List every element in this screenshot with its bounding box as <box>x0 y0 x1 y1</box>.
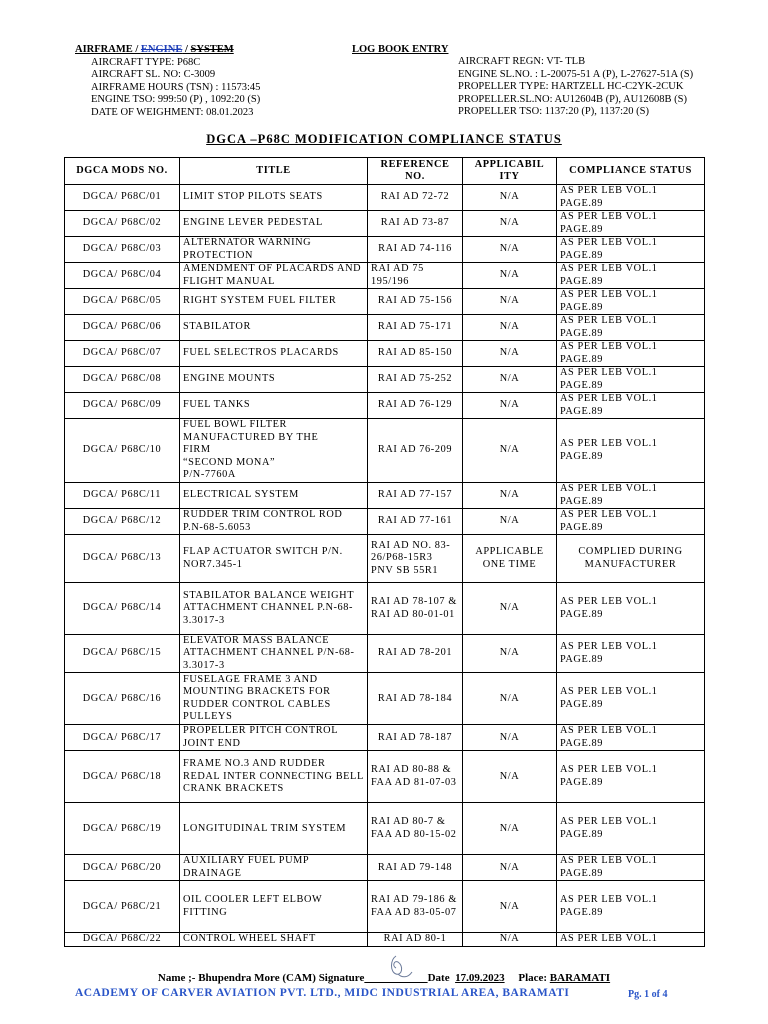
reference-no: RAI AD 75-156 <box>368 289 463 315</box>
applicability: N/A <box>463 933 557 946</box>
applicability: N/A <box>463 803 557 855</box>
applicability: N/A <box>463 211 557 237</box>
compliance-status: AS PER LEB VOL.1 PAGE.89 <box>557 393 705 419</box>
compliance-status: COMPLIED DURING MANUFACTURER <box>557 535 705 583</box>
aircraft-info-right <box>458 56 693 119</box>
compliance-status: AS PER LEB VOL.1 PAGE.89 <box>557 237 705 263</box>
modification-table <box>64 157 705 947</box>
applicability: N/A <box>463 315 557 341</box>
table-row <box>65 341 705 367</box>
mod-title: ELECTRICAL SYSTEM <box>180 483 368 509</box>
reference-no: RAI AD 75-252 <box>368 367 463 393</box>
table-row <box>65 263 705 289</box>
mods-no: DGCA/ P68C/06 <box>65 315 180 341</box>
compliance-status: AS PER LEB VOL.1 PAGE.89 <box>557 855 705 881</box>
applicability: N/A <box>463 367 557 393</box>
applicability: N/A <box>463 725 557 751</box>
company-footer: ACADEMY OF CARVER AVIATION PVT. LTD., MIDC INDUSTRIAL AREA, BARAMATI <box>75 987 570 999</box>
section-type-title: AIRFRAME / ENGINE / SYSTEM <box>75 44 234 55</box>
log-book-entry-title: LOG BOOK ENTRY <box>352 44 449 55</box>
mod-title: PROPELLER PITCH CONTROL JOINT END <box>180 725 368 751</box>
compliance-status: AS PER LEB VOL.1 PAGE.89 <box>557 673 705 725</box>
table-row <box>65 419 705 483</box>
mods-no: DGCA/ P68C/22 <box>65 933 180 946</box>
table-row <box>65 803 705 855</box>
table-row <box>65 185 705 211</box>
reference-no: RAI AD 75 195/196 <box>368 263 463 289</box>
applicability: N/A <box>463 483 557 509</box>
mod-title: LIMIT STOP PILOTS SEATS <box>180 185 368 211</box>
mods-no: DGCA/ P68C/11 <box>65 483 180 509</box>
mods-no: DGCA/ P68C/17 <box>65 725 180 751</box>
table-row <box>65 751 705 803</box>
mods-no: DGCA/ P68C/14 <box>65 583 180 635</box>
table-header-row <box>65 158 705 185</box>
applicability: N/A <box>463 509 557 535</box>
column-header: DGCA MODS NO. <box>65 158 180 185</box>
date-label: Date <box>427 972 450 984</box>
reference-no: RAI AD 78-107 & RAI AD 80-01-01 <box>368 583 463 635</box>
applicability: APPLICABLE ONE TIME <box>463 535 557 583</box>
propeller-type: PROPELLER TYPE: HARTZELL HC-C2YK-2CUK <box>458 81 684 93</box>
signature-mark <box>382 952 416 982</box>
reference-no: RAI AD 75-171 <box>368 315 463 341</box>
compliance-status: AS PER LEB VOL.1 PAGE.89 <box>557 341 705 367</box>
mod-title: ALTERNATOR WARNING PROTECTION <box>180 237 368 263</box>
mod-title: FUEL SELECTROS PLACARDS <box>180 341 368 367</box>
mod-title: FLAP ACTUATOR SWITCH P/N. NOR7.345-1 <box>180 535 368 583</box>
mods-no: DGCA/ P68C/04 <box>65 263 180 289</box>
engine-serial: ENGINE SL.NO. : L-20075-51 A (P), L-27627-51A (S) <box>458 68 694 80</box>
mods-no: DGCA/ P68C/01 <box>65 185 180 211</box>
compliance-status: AS PER LEB VOL.1 PAGE.89 <box>557 211 705 237</box>
compliance-status: AS PER LEB VOL.1 PAGE.89 <box>557 583 705 635</box>
table-row <box>65 367 705 393</box>
aircraft-info-left <box>75 44 260 120</box>
compliance-status: AS PER LEB VOL.1 PAGE.89 <box>557 419 705 483</box>
propeller-tso: PROPELLER TSO: 1137:20 (P), 1137:20 (S) <box>458 106 649 118</box>
applicability: N/A <box>463 341 557 367</box>
applicability: N/A <box>463 751 557 803</box>
reference-no: RAI AD 76-129 <box>368 393 463 419</box>
mods-no: DGCA/ P68C/15 <box>65 635 180 673</box>
table-row <box>65 635 705 673</box>
reference-no: RAI AD NO. 83-26/P68-15R3 PNV SB 55R1 <box>368 535 463 583</box>
mod-title: RIGHT SYSTEM FUEL FILTER <box>180 289 368 315</box>
column-header: APPLICABIL ITY <box>463 158 557 185</box>
mods-no: DGCA/ P68C/21 <box>65 881 180 933</box>
table-row <box>65 725 705 751</box>
compliance-status: AS PER LEB VOL.1 PAGE.89 <box>557 483 705 509</box>
mod-title: STABILATOR BALANCE WEIGHT ATTACHMENT CHANNEL P.N-68-3.3017-3 <box>180 583 368 635</box>
applicability: N/A <box>463 263 557 289</box>
mods-no: DGCA/ P68C/20 <box>65 855 180 881</box>
applicability: N/A <box>463 419 557 483</box>
table-row <box>65 315 705 341</box>
compliance-status: AS PER LEB VOL.1 PAGE.89 <box>557 881 705 933</box>
document-title: DGCA –P68C MODIFICATION COMPLIANCE STATUS <box>206 132 562 146</box>
mod-title: FRAME NO.3 AND RUDDER REDAL INTER CONNECTING BELL CRANK BRACKETS <box>180 751 368 803</box>
compliance-status: AS PER LEB VOL.1 PAGE.89 <box>557 803 705 855</box>
reference-no: RAI AD 74-116 <box>368 237 463 263</box>
applicability: N/A <box>463 393 557 419</box>
mods-no: DGCA/ P68C/07 <box>65 341 180 367</box>
table-row <box>65 393 705 419</box>
mod-title: AMENDMENT OF PLACARDS AND FLIGHT MANUAL <box>180 263 368 289</box>
date-value: 17.09.2023 <box>455 972 505 984</box>
compliance-status: AS PER LEB VOL.1 PAGE.89 <box>557 289 705 315</box>
applicability: N/A <box>463 855 557 881</box>
mod-title: CONTROL WHEEL SHAFT <box>180 933 368 946</box>
reference-no: RAI AD 80-7 & FAA AD 80-15-02 <box>368 803 463 855</box>
date-of-weighment: DATE OF WEIGHMENT: 08.01.2023 <box>91 106 254 118</box>
mod-title: ENGINE MOUNTS <box>180 367 368 393</box>
compliance-status: AS PER LEB VOL.1 <box>557 933 705 946</box>
column-header: TITLE <box>180 158 368 185</box>
propeller-serial: PROPELLER.SL.NO: AU12604B (P), AU12608B (S) <box>458 93 687 105</box>
mods-no: DGCA/ P68C/08 <box>65 367 180 393</box>
mods-no: DGCA/ P68C/18 <box>65 751 180 803</box>
applicability: N/A <box>463 185 557 211</box>
reference-no: RAI AD 78-201 <box>368 635 463 673</box>
table-row <box>65 881 705 933</box>
mods-no: DGCA/ P68C/09 <box>65 393 180 419</box>
applicability: N/A <box>463 583 557 635</box>
reference-no: RAI AD 79-186 & FAA AD 83-05-07 <box>368 881 463 933</box>
table-row <box>65 483 705 509</box>
table-row <box>65 933 705 946</box>
place-value: BARAMATI <box>549 972 611 984</box>
reference-no: RAI AD 78-187 <box>368 725 463 751</box>
reference-no: RAI AD 85-150 <box>368 341 463 367</box>
mods-no: DGCA/ P68C/12 <box>65 509 180 535</box>
reference-no: RAI AD 77-161 <box>368 509 463 535</box>
aircraft-serial: AIRCRAFT SL. NO: C-3009 <box>91 69 216 81</box>
mods-no: DGCA/ P68C/05 <box>65 289 180 315</box>
mods-no: DGCA/ P68C/19 <box>65 803 180 855</box>
mods-no: DGCA/ P68C/02 <box>65 211 180 237</box>
table-row <box>65 673 705 725</box>
engine-tso: ENGINE TSO: 999:50 (P) , 1092:20 (S) <box>91 94 261 106</box>
mod-title: RUDDER TRIM CONTROL ROD P.N-68-5.6053 <box>180 509 368 535</box>
mod-title: FUEL BOWL FILTER MANUFACTURED BY THE FIRM “SECOND MONA” P/N-7760A <box>180 419 368 483</box>
mod-title: LONGITUDINAL TRIM SYSTEM <box>180 803 368 855</box>
reference-no: RAI AD 76-209 <box>368 419 463 483</box>
compliance-status: AS PER LEB VOL.1 PAGE.89 <box>557 751 705 803</box>
column-header: REFERENCE NO. <box>368 158 463 185</box>
table-row <box>65 535 705 583</box>
compliance-status: AS PER LEB VOL.1 PAGE.89 <box>557 315 705 341</box>
applicability: N/A <box>463 673 557 725</box>
table-row <box>65 855 705 881</box>
table-row <box>65 211 705 237</box>
applicability: N/A <box>463 881 557 933</box>
table-row <box>65 583 705 635</box>
reference-no: RAI AD 78-184 <box>368 673 463 725</box>
column-header: COMPLIANCE STATUS <box>557 158 705 185</box>
mod-title: AUXILIARY FUEL PUMP DRAINAGE <box>180 855 368 881</box>
mod-title: STABILATOR <box>180 315 368 341</box>
airframe-hours: AIRFRAME HOURS (TSN) : 11573:45 <box>91 81 261 93</box>
mod-title: ENGINE LEVER PEDESTAL <box>180 211 368 237</box>
place-label: Place: <box>518 972 548 984</box>
mod-title: FUEL TANKS <box>180 393 368 419</box>
reference-no: RAI AD 80-1 <box>368 933 463 946</box>
mod-title: FUSELAGE FRAME 3 AND MOUNTING BRACKETS FOR RUDDER CONTROL CABLES PULLEYS <box>180 673 368 725</box>
table-row <box>65 289 705 315</box>
name-label: Name ;- Bhupendra More (CAM) Signature <box>157 972 365 984</box>
mod-title: ELEVATOR MASS BALANCE ATTACHMENT CHANNEL P/N-68-3.3017-3 <box>180 635 368 673</box>
mods-no: DGCA/ P68C/16 <box>65 673 180 725</box>
reference-no: RAI AD 80-88 & FAA AD 81-07-03 <box>368 751 463 803</box>
compliance-status: AS PER LEB VOL.1 PAGE.89 <box>557 263 705 289</box>
mods-no: DGCA/ P68C/10 <box>65 419 180 483</box>
applicability: N/A <box>463 237 557 263</box>
aircraft-type: AIRCRAFT TYPE: P68C <box>91 56 201 68</box>
mods-no: DGCA/ P68C/13 <box>65 535 180 583</box>
compliance-status: AS PER LEB VOL.1 PAGE.89 <box>557 185 705 211</box>
compliance-status: AS PER LEB VOL.1 PAGE.89 <box>557 509 705 535</box>
compliance-status: AS PER LEB VOL.1 PAGE.89 <box>557 367 705 393</box>
table-row <box>65 237 705 263</box>
compliance-status: AS PER LEB VOL.1 PAGE.89 <box>557 635 705 673</box>
applicability: N/A <box>463 635 557 673</box>
aircraft-regn: AIRCRAFT REGN: VT- TLB <box>458 56 586 67</box>
compliance-status: AS PER LEB VOL.1 PAGE.89 <box>557 725 705 751</box>
reference-no: RAI AD 79-148 <box>368 855 463 881</box>
reference-no: RAI AD 73-87 <box>368 211 463 237</box>
mods-no: DGCA/ P68C/03 <box>65 237 180 263</box>
applicability: N/A <box>463 289 557 315</box>
reference-no: RAI AD 77-157 <box>368 483 463 509</box>
mod-title: OIL COOLER LEFT ELBOW FITTING <box>180 881 368 933</box>
page-number: Pg. 1 of 4 <box>628 989 668 1000</box>
table-row <box>65 509 705 535</box>
reference-no: RAI AD 72-72 <box>368 185 463 211</box>
